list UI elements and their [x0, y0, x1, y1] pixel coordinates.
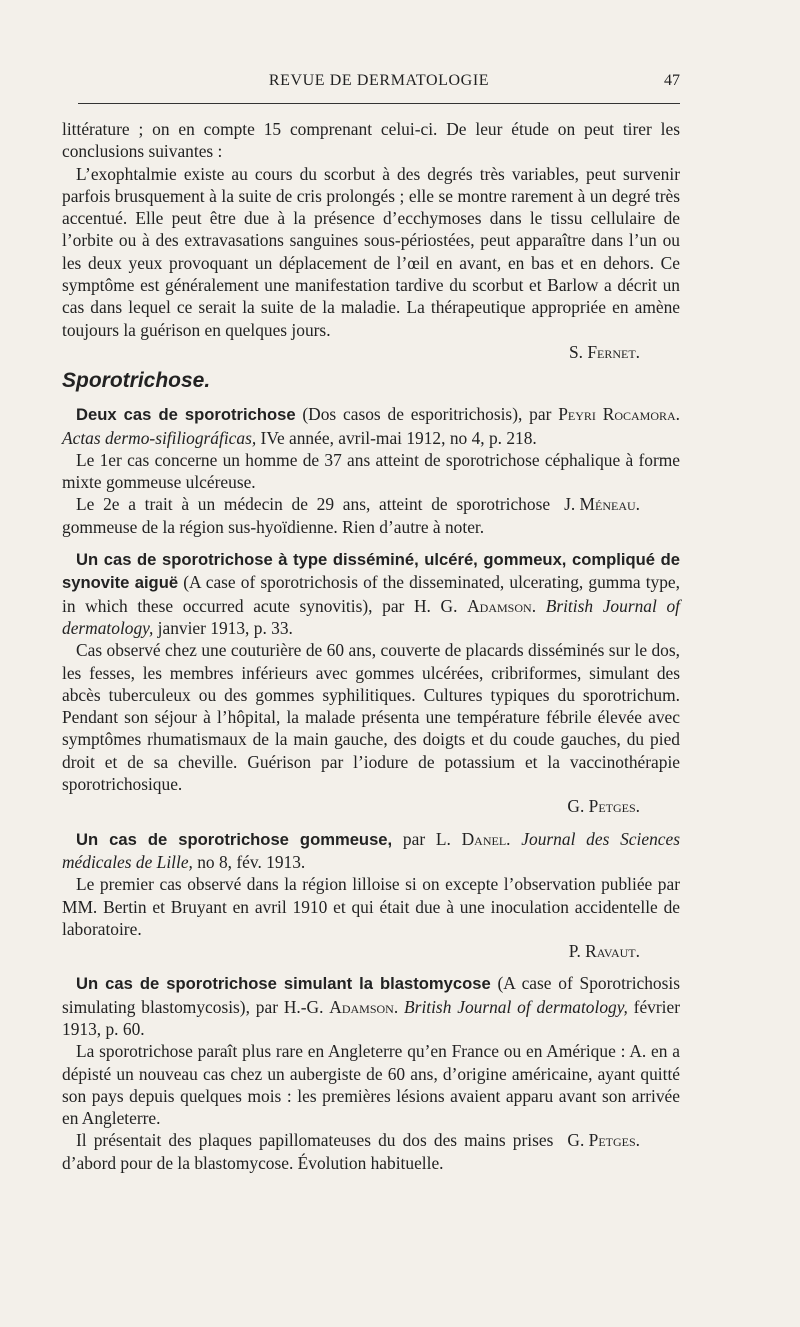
citation-journal: British Journal of dermatology,: [62, 595, 680, 638]
intro-paragraph-2: L’exophtalmie existe au cours du scorbut à des degrés très variables, peut survenir parfois brusquement à la suite de cris prolongés ; elle se montre rarement à un degré très accentué. Elle peut être due à la présence d’ecchymoses dans le tissu cellulaire de l’orbite ou à des extravasations sanguines sous-périostées, peut apparaître dans l’un ou les deux yeux provoquant un déplacement de l’œil en avant, en bas et en dehors. Ce symptôme est généralement une manifestation tardive du scorbut et Barlow a décrit un cas dans lequel ce serait la suite de la maladie. La thérapeutique appropriée en amène toujours la guérison en quelques jours.: [62, 163, 680, 340]
citation-author: Adamson.: [467, 595, 537, 616]
page-content: [62, 118, 680, 1174]
entry-body-text: Il présentait des plaques papillomateuses du dos des mains prises d’abord pour de la blastomycose. Évolution habituelle.: [62, 1130, 554, 1173]
entry-body: Le 1er cas concerne un homme de 37 ans atteint de sporotrichose céphalique à forme mixte gommeuse ulcéreuse.: [62, 449, 680, 493]
citation-text: (A case of sporotrichosis of the disseminated, ulcerating, gumma type, in which these occurred acute synovitis), par H. G.: [62, 572, 680, 616]
entry-signature: P. Ravaut.: [568, 941, 640, 962]
citation-details: no 8, fév. 1913.: [192, 851, 306, 872]
intro-paragraph-1: littérature ; on en compte 15 comprenant celui-ci. De leur étude on peut tirer les conclusions suivantes :: [62, 119, 680, 162]
abstract-entry: [62, 548, 680, 818]
abstract-entry: [62, 403, 680, 538]
entry-body-text: Le premier cas observé dans la région lilloise si on excepte l’observation publiée par MM. Bertin et Bruyant en avril 1910 et qui était due à une inoculation accidentelle de laboratoire.: [62, 874, 680, 939]
entry-body-text: Le 2e a trait à un médecin de 29 ans, atteint de sporotrichose gommeuse de la région sus-hyoïdienne. Rien d’autre à noter.: [62, 494, 551, 537]
entry-body: [62, 639, 680, 795]
entry-signature: G. Petges.: [567, 796, 640, 817]
entry-title: Deux cas de sporotrichose: [76, 405, 296, 425]
section-heading: Sporotrichose.: [62, 369, 211, 393]
entry-signature: J. Méneau.: [564, 494, 640, 515]
entry-citation: [62, 828, 680, 874]
page-number: 47: [664, 72, 680, 89]
citation-author: Danel.: [461, 828, 511, 849]
citation-journal: British Journal of dermatology,: [404, 996, 628, 1017]
citation-journal: Journal des Sciences médicales de Lille,: [62, 828, 680, 872]
running-header: [78, 72, 680, 96]
header-rule: [78, 103, 680, 104]
journal-title: REVUE DE DERMATOLOGIE: [268, 72, 490, 89]
entry-body: [62, 1129, 680, 1174]
citation-details: janvier 1913, p. 33.: [153, 617, 293, 638]
intro-signature: S. Fernet.: [568, 341, 640, 362]
citation-journal: Actas dermo-sifiliográficas,: [62, 427, 257, 448]
entry-title: Un cas de sporotrichose gommeuse,: [76, 829, 393, 849]
entry-citation: [62, 548, 680, 639]
entry-body: [62, 493, 680, 538]
entry-signature: G. Petges.: [567, 1130, 640, 1151]
citation-text: par L.: [392, 828, 462, 849]
entry-body: [62, 873, 680, 940]
abstract-entry: [62, 828, 680, 963]
entry-body: La sporotrichose paraît plus rare en Angleterre qu’en France ou en Amérique : A. en a dépisté un nouveau cas chez un aubergiste de 60 ans, d’origine américaine, ayant quitté son pays depuis quelques mois : les premières lésions avaient apparu avant son arrivée en Angleterre.: [62, 1041, 680, 1129]
entry-body-text: Cas observé chez une couturière de 60 ans, couverte de placards disséminés sur le dos, les fesses, les membres inférieurs avec gommes ulcérées, cribriformes, simulant des abcès tuberculeux ou des gommes syphilitiques. Cultures typiques du sporotrichum. Pendant son séjour à l’hôpital, la malade présenta une température fébrile élevée avec symptômes rhumatismaux de la main gauche, des doigts et du coude gauches, du pied droit et de sa cheville. Guérison par l’iodure de potassium et la vaccinothérapie sporotrichosique.: [62, 640, 680, 795]
entry-citation: [62, 403, 680, 449]
citation-details: IVe année, avril-mai 1912, no 4, p. 218.: [256, 427, 537, 448]
citation-author: Peyri Rocamora.: [558, 404, 681, 425]
abstract-entry: [62, 972, 680, 1174]
citation-details: février 1913, p. 60.: [62, 996, 681, 1039]
entry-title: Un cas de sporotrichose simulant la blastomycose: [76, 974, 491, 994]
citation-author: Adamson.: [329, 996, 399, 1017]
citation-text: (A case of Sporotrichosis simulating blastomycosis), par H.-G.: [62, 973, 680, 1017]
entry-title: Un cas de sporotrichose à type disséminé, ulcéré, gommeux, compliqué de synovite aiguë: [62, 550, 680, 593]
citation-text: (Dos casos de esporitrichosis), par: [295, 404, 559, 425]
entry-citation: [62, 972, 680, 1040]
